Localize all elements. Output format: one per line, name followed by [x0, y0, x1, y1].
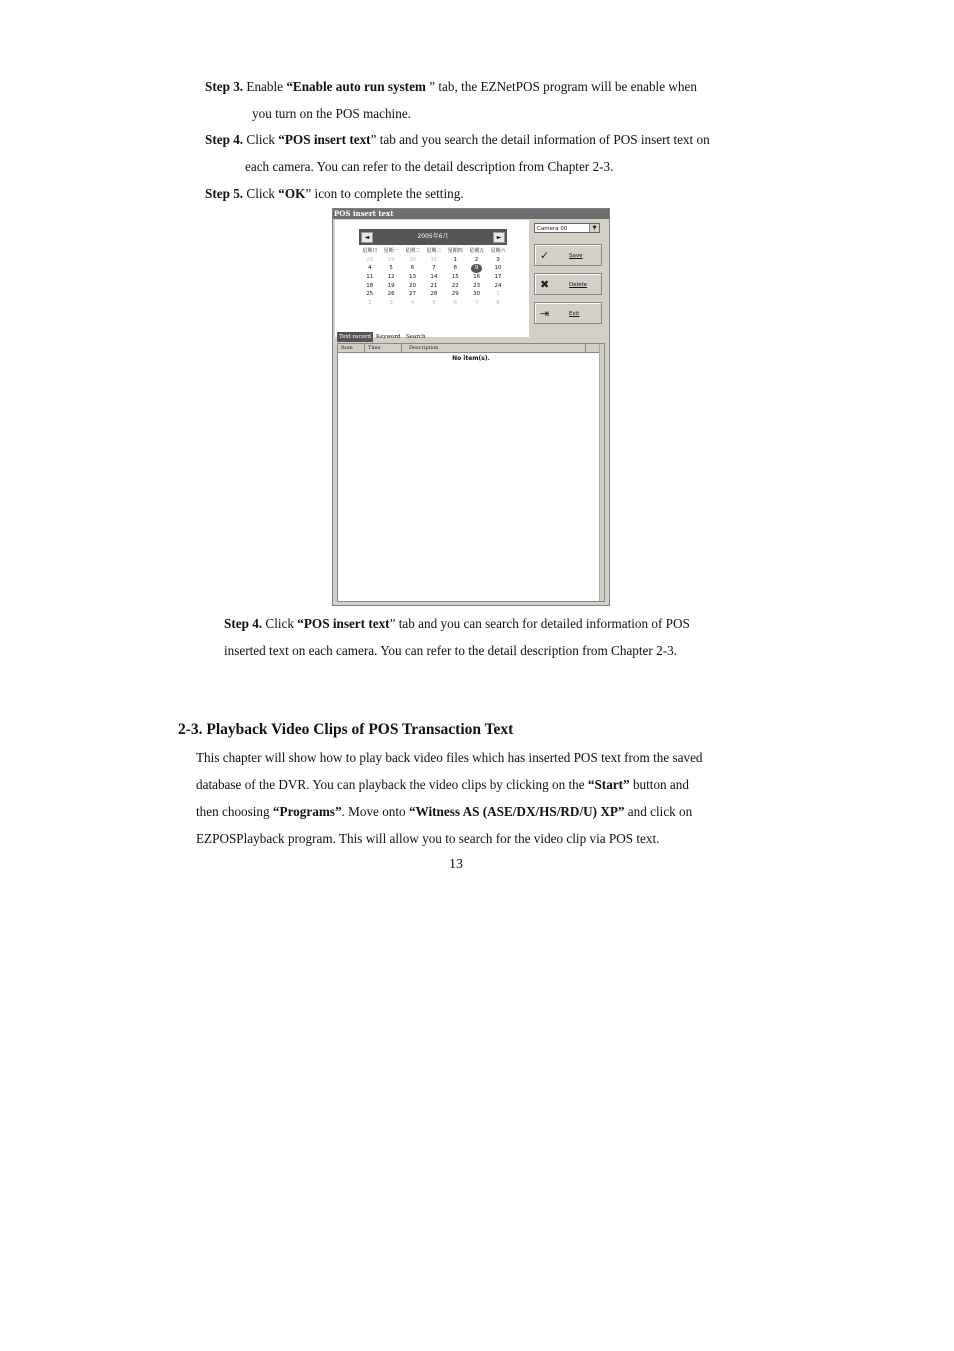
calendar-day[interactable]: 1 — [496, 291, 500, 298]
section-line-4: EZPOSPlayback program. This will allow you to search for the video clip via POS text. — [196, 831, 660, 846]
calendar-weekday: 星期三 — [426, 248, 442, 254]
calendar-day[interactable]: 18 — [366, 282, 374, 289]
calendar-day[interactable]: 2 — [367, 300, 372, 307]
section-line-3-b: “Programs” — [272, 804, 342, 819]
step4-line — [205, 132, 710, 148]
calendar-day[interactable]: 29 — [387, 256, 395, 263]
calendar-day[interactable]: 10 — [494, 265, 502, 272]
calendar-weekday: 星期二 — [404, 248, 420, 254]
pos-insert-text-window — [332, 208, 610, 606]
delete-icon: ✖ — [540, 278, 550, 291]
list-scrollbar[interactable] — [599, 344, 604, 601]
delete-button[interactable] — [534, 273, 602, 295]
calendar-day[interactable]: 3 — [389, 300, 393, 307]
section-line-3-a: then choosing — [196, 804, 273, 819]
exit-button[interactable] — [534, 302, 602, 324]
list-header — [338, 344, 604, 353]
section-line-3 — [196, 804, 692, 820]
calendar-day[interactable]: 15 — [451, 274, 459, 281]
calendar-week-row — [359, 282, 509, 291]
calendar-day[interactable]: 8 — [453, 265, 457, 272]
calendar-day[interactable]: 31 — [430, 256, 438, 263]
step4-repeat-bold: “POS insert text — [297, 616, 390, 631]
calendar-month-label: 2005年6月 — [417, 233, 449, 240]
calendar-day[interactable]: 27 — [408, 291, 416, 298]
step3-bold: “Enable auto run system — [286, 79, 426, 94]
calendar-weekday: 星期四 — [447, 248, 463, 254]
chevron-down-icon[interactable]: ▼ — [589, 224, 599, 232]
section-line-3-e: and click on — [624, 804, 693, 819]
calendar-day[interactable]: 5 — [389, 265, 393, 272]
calendar-day[interactable]: 4 — [410, 300, 415, 307]
calendar-header — [359, 229, 507, 245]
step5-bold: “OK — [278, 186, 306, 201]
section-line-2-a: database of the DVR. You can playback the video clips by clicking on the — [196, 777, 588, 792]
section-line-2 — [196, 777, 689, 793]
column-description[interactable]: Description — [406, 344, 586, 352]
step4-repeat-continuation: inserted text on each camera. You can refer to the detail description from Chapter 2-3. — [224, 643, 677, 658]
calendar-day[interactable]: 30 — [408, 256, 416, 263]
step3-line — [205, 79, 697, 95]
step4-bold: “POS insert text — [278, 132, 371, 147]
calendar-day[interactable]: 7 — [432, 265, 436, 272]
calendar-day[interactable]: 14 — [430, 274, 438, 281]
calendar-day[interactable]: 16 — [473, 274, 481, 281]
calendar-day[interactable]: 8 — [496, 300, 500, 307]
calendar-day[interactable]: 4 — [367, 265, 372, 272]
tab-keyword[interactable]: Keyword — [376, 334, 401, 340]
calendar-day[interactable]: 23 — [473, 282, 481, 289]
window-titlebar — [333, 209, 609, 219]
step3-label: Step 3. — [205, 79, 244, 94]
page-number: 13 — [449, 857, 463, 872]
step4-post: ” tab and you search the detail information of POS insert text on — [370, 132, 710, 147]
calendar-weekday: 星期五 — [469, 248, 485, 254]
calendar-day[interactable]: 13 — [408, 274, 416, 281]
calendar-selected-day: 9 — [471, 264, 483, 273]
calendar-weekday-row — [359, 247, 509, 256]
calendar-day[interactable]: 6 — [410, 265, 415, 272]
section-line-1: This chapter will show how to play back video files which has inserted POS text from the saved — [196, 750, 703, 765]
calendar-day[interactable]: 28 — [366, 256, 374, 263]
calendar-day[interactable]: 6 — [453, 300, 457, 307]
calendar-week-row — [359, 273, 509, 282]
calendar-weekday: 星期日 — [362, 248, 378, 254]
section-line-3-d: “Witness AS (ASE/DX/HS/RD/U) XP” — [408, 804, 625, 819]
calendar-day[interactable]: 29 — [451, 291, 459, 298]
calendar-day[interactable]: 19 — [387, 282, 395, 289]
calendar-weekday: 星期一 — [383, 248, 399, 254]
step3-pre: Enable — [243, 79, 287, 94]
next-month-icon[interactable]: ► — [493, 232, 505, 243]
calendar-day[interactable]: 25 — [366, 291, 374, 298]
camera-select-value: Camera 00 — [537, 226, 568, 232]
exit-button-label: Exit — [569, 311, 580, 317]
calendar-grid — [359, 247, 509, 308]
calendar-week-row — [359, 290, 509, 299]
calendar-day[interactable]: 26 — [387, 291, 395, 298]
section-line-2-b: “Start” — [587, 777, 630, 792]
step5-label: Step 5. — [205, 186, 244, 201]
calendar-day[interactable]: 3 — [496, 256, 500, 263]
calendar-day[interactable]: 5 — [432, 300, 436, 307]
calendar-day[interactable]: 11 — [366, 274, 374, 281]
window-title: POS insert text — [334, 209, 394, 218]
prev-month-icon[interactable]: ◄ — [361, 232, 373, 243]
calendar-day[interactable]: 21 — [430, 282, 438, 289]
step4-label: Step 4. — [205, 132, 244, 147]
calendar-day[interactable]: 17 — [494, 274, 502, 281]
calendar-day[interactable]: 1 — [453, 256, 457, 263]
step5-pre: Click — [243, 186, 279, 201]
calendar-day[interactable]: 7 — [474, 300, 479, 307]
column-item[interactable]: Item — [338, 344, 365, 352]
step3-post: ” tab, the EZNetPOS program will be enable when — [425, 79, 697, 94]
calendar-panel — [335, 220, 529, 337]
calendar-day[interactable]: 22 — [451, 282, 459, 289]
step4-continuation: each camera. You can refer to the detail description from Chapter 2-3. — [245, 159, 614, 174]
calendar-day[interactable]: 24 — [494, 282, 502, 289]
delete-button-label: Delete — [569, 282, 588, 288]
camera-select[interactable] — [534, 223, 600, 233]
step4-pre: Click — [243, 132, 279, 147]
step4-repeat-post: ” tab and you can search for detailed information of POS — [389, 616, 690, 631]
empty-list-message: No item(s). — [452, 355, 490, 362]
step5-line — [205, 186, 464, 202]
calendar-day[interactable]: 2 — [474, 256, 479, 263]
step4-repeat-label: Step 4. — [224, 616, 263, 631]
section-heading: 2-3. Playback Video Clips of POS Transaction Text — [178, 721, 514, 738]
calendar-day[interactable] — [466, 264, 487, 273]
calendar-day[interactable]: 28 — [430, 291, 438, 298]
calendar-week-row — [359, 264, 509, 273]
calendar-week-row — [359, 256, 509, 265]
tab-search[interactable]: Search — [406, 334, 426, 340]
save-button-label: Save — [569, 253, 583, 259]
column-time[interactable]: Time — [365, 344, 402, 352]
step4-repeat-pre: Click — [262, 616, 298, 631]
calendar-weekday: 星期六 — [490, 248, 506, 254]
save-button[interactable] — [534, 244, 602, 266]
calendar-day[interactable]: 30 — [473, 291, 481, 298]
calendar-day[interactable]: 20 — [408, 282, 416, 289]
section-line-3-c: . Move onto — [341, 804, 409, 819]
exit-door-icon: ⇥ — [540, 307, 550, 320]
step4-repeat-line — [224, 616, 690, 632]
calendar-week-row — [359, 299, 509, 308]
record-list — [337, 343, 605, 602]
section-line-2-c: button and — [629, 777, 689, 792]
tab-text-record[interactable]: Text record — [339, 334, 371, 340]
step3-continuation: you turn on the POS machine. — [252, 106, 411, 121]
step5-post: ” icon to complete the setting. — [305, 186, 464, 201]
calendar-day[interactable]: 12 — [387, 274, 395, 281]
check-icon: ✓ — [540, 249, 550, 262]
